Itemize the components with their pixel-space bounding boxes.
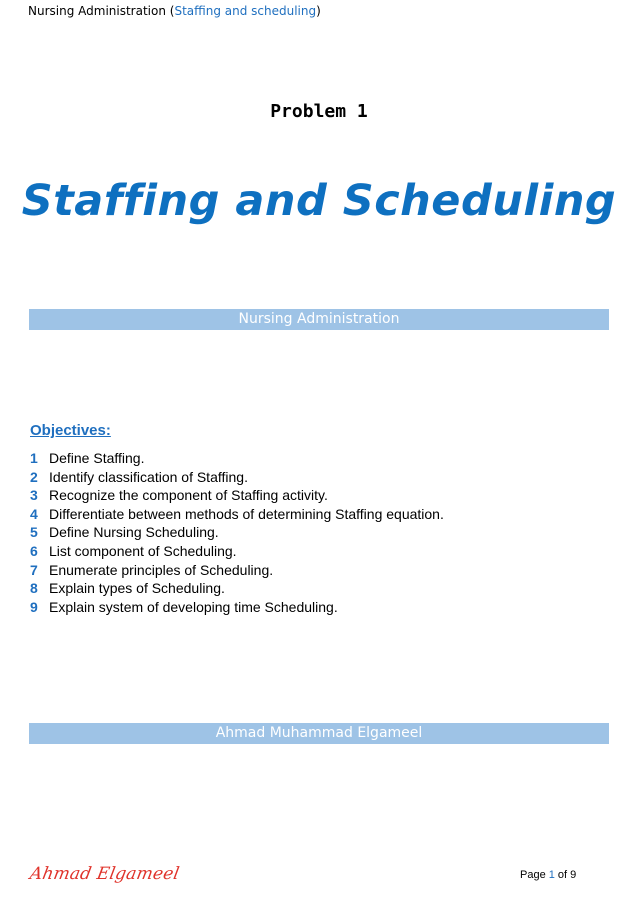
objective-number: 3 xyxy=(30,487,38,504)
page-of: of xyxy=(554,869,571,881)
header-title-topic: Staffing and scheduling xyxy=(174,4,317,18)
objective-text: List component of Scheduling. xyxy=(49,542,237,559)
objective-item xyxy=(30,598,444,617)
objective-item xyxy=(30,523,444,542)
objective-number: 5 xyxy=(30,524,38,541)
page-number xyxy=(520,869,576,881)
objectives-heading: Objectives: xyxy=(30,422,111,439)
objective-number: 8 xyxy=(30,580,38,597)
objective-number: 1 xyxy=(30,450,38,466)
header-title-prefix: Nursing Administration ( xyxy=(28,4,175,18)
objective-item xyxy=(30,486,444,505)
header-title-suffix: ) xyxy=(316,4,321,18)
objective-number: 4 xyxy=(30,505,38,522)
objective-number: 7 xyxy=(30,561,38,578)
objective-text: Define Staffing. xyxy=(49,450,145,466)
objective-number: 9 xyxy=(30,598,38,615)
objective-text: Identify classification of Staffing. xyxy=(49,468,248,485)
author-band: Ahmad Muhammad Elgameel xyxy=(29,723,609,744)
objective-number: 6 xyxy=(30,542,38,559)
objective-item xyxy=(30,449,444,468)
objective-text: Define Nursing Scheduling. xyxy=(49,524,219,541)
objective-text: Explain types of Scheduling. xyxy=(49,580,225,597)
objectives-list xyxy=(30,449,444,616)
objective-item xyxy=(30,579,444,598)
author-signature: Ahmad Elgameel xyxy=(28,864,181,884)
running-header xyxy=(28,4,321,18)
page-prefix: Page xyxy=(520,869,549,881)
page-current: 1 xyxy=(548,869,555,881)
objective-item xyxy=(30,561,444,580)
objective-item xyxy=(30,542,444,561)
page-total: 9 xyxy=(570,869,577,881)
page-title: Staffing and Scheduling xyxy=(21,176,617,226)
problem-label: Problem 1 xyxy=(270,101,368,122)
objective-item xyxy=(30,468,444,487)
course-band: Nursing Administration xyxy=(29,309,609,330)
objective-number: 2 xyxy=(30,468,38,485)
objective-item xyxy=(30,505,444,524)
objective-text: Recognize the component of Staffing activity. xyxy=(49,487,328,504)
objective-text: Differentiate between methods of determining Staffing equation. xyxy=(49,505,444,522)
objective-text: Enumerate principles of Scheduling. xyxy=(49,561,274,578)
objective-text: Explain system of developing time Scheduling. xyxy=(49,598,338,615)
